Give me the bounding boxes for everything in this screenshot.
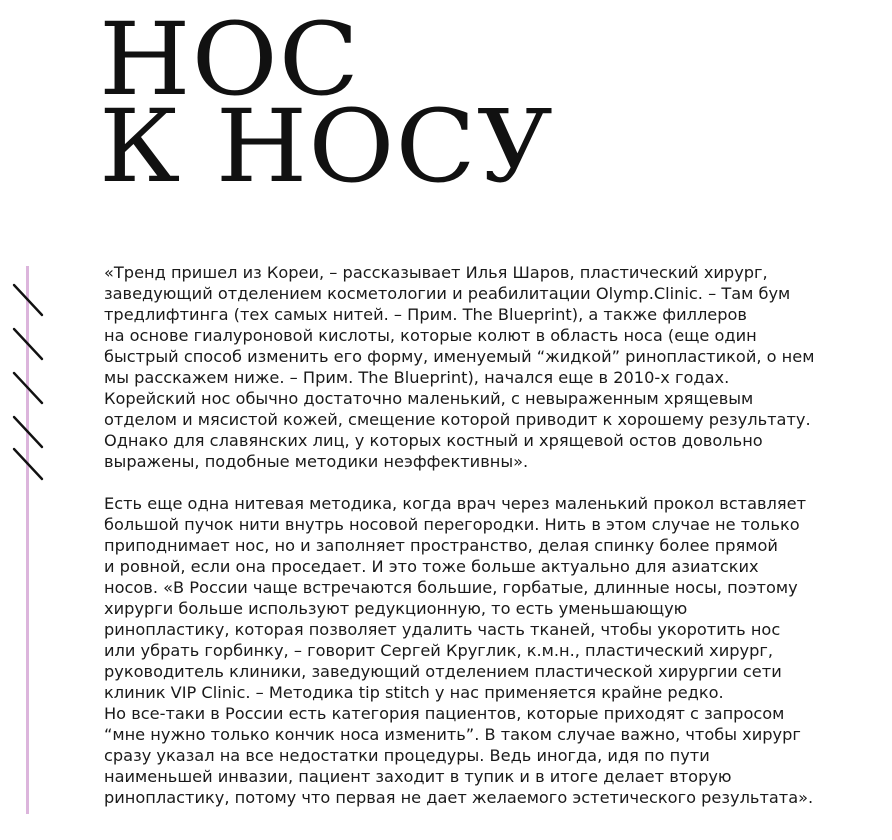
text-line: «Тренд пришел из Кореи, – рассказывает Илья Шаров, пластический хирург,	[104, 263, 768, 282]
headline-line-1: НОС	[99, 1, 361, 118]
text-line: приподнимает нос, но и заполняет пространство, делая спинку более прямой	[104, 536, 778, 555]
text-line: Есть еще одна нитевая методика, когда врач через маленький прокол вставляет	[104, 494, 806, 513]
text-line: Однако для славянских лиц, у которых костный и хрящевой остов довольно	[104, 431, 763, 450]
text-line: Корейский нос обычно достаточно маленький, с невыраженным хрящевым	[104, 389, 754, 408]
text-line: сразу указал на все недостатки процедуры. Ведь иногда, идя по пути	[104, 746, 710, 765]
text-line: отделом и мясистой кожей, смещение которой приводит к хорошему результату.	[104, 410, 811, 429]
text-line: ринопластику, которая позволяет удалить часть тканей, чтобы укоротить нос	[104, 620, 781, 639]
decorative-hatch-marks	[10, 283, 50, 483]
text-line: выражены, подобные методики неэффективны».	[104, 452, 529, 471]
text-line: или убрать горбинку, – говорит Сергей Круглик, к.м.н., пластический хирург,	[104, 641, 774, 660]
text-line: быстрый способ изменить его форму, именуемый “жидкой” ринопластикой, о нем	[104, 347, 815, 366]
text-line: руководитель клиники, заведующий отделением пластической хирургии сети	[104, 662, 782, 681]
text-line: ринопластику, потому что первая не дает желаемого эстетического результата».	[104, 788, 814, 807]
article-headline	[99, 1, 554, 205]
text-line: хирурги больше используют редукционную, то есть уменьшающую	[104, 599, 688, 618]
text-line: большой пучок нити внутрь носовой перегородки. Нить в этом случае не только	[104, 515, 800, 534]
paragraph-2	[104, 493, 864, 808]
text-line: заведующий отделением косметологии и реабилитации Olymp.Clinic. – Там бум	[104, 284, 791, 303]
text-line: на основе гиалуроновой кислоты, которые колют в область носа (еще один	[104, 326, 757, 345]
text-line: мы расскажем ниже. – Прим. The Blueprint), начался еще в 2010-х годах.	[104, 368, 730, 387]
article-body	[104, 262, 864, 808]
text-line: носов. «В России чаще встречаются большие, горбатые, длинные носы, поэтому	[104, 578, 798, 597]
text-line: клиник VIP Clinic. – Методика tip stitch у нас применяется крайне редко.	[104, 683, 724, 702]
text-line: тредлифтинга (тех самых нитей. – Прим. The Blueprint), а также филлеров	[104, 305, 747, 324]
text-line: наименьшей инвазии, пациент заходит в тупик и в итоге делает вторую	[104, 767, 732, 786]
text-line: и ровной, если она проседает. И это тоже больше актуально для азиатских	[104, 557, 759, 576]
paragraph-1	[104, 262, 864, 472]
text-line: “мне нужно только кончик носа изменить”. В таком случае важно, чтобы хирург	[104, 725, 801, 744]
headline-line-2: К НОСУ	[99, 88, 554, 205]
text-line: Но все-таки в России есть категория пациентов, которые приходят с запросом	[104, 704, 785, 723]
